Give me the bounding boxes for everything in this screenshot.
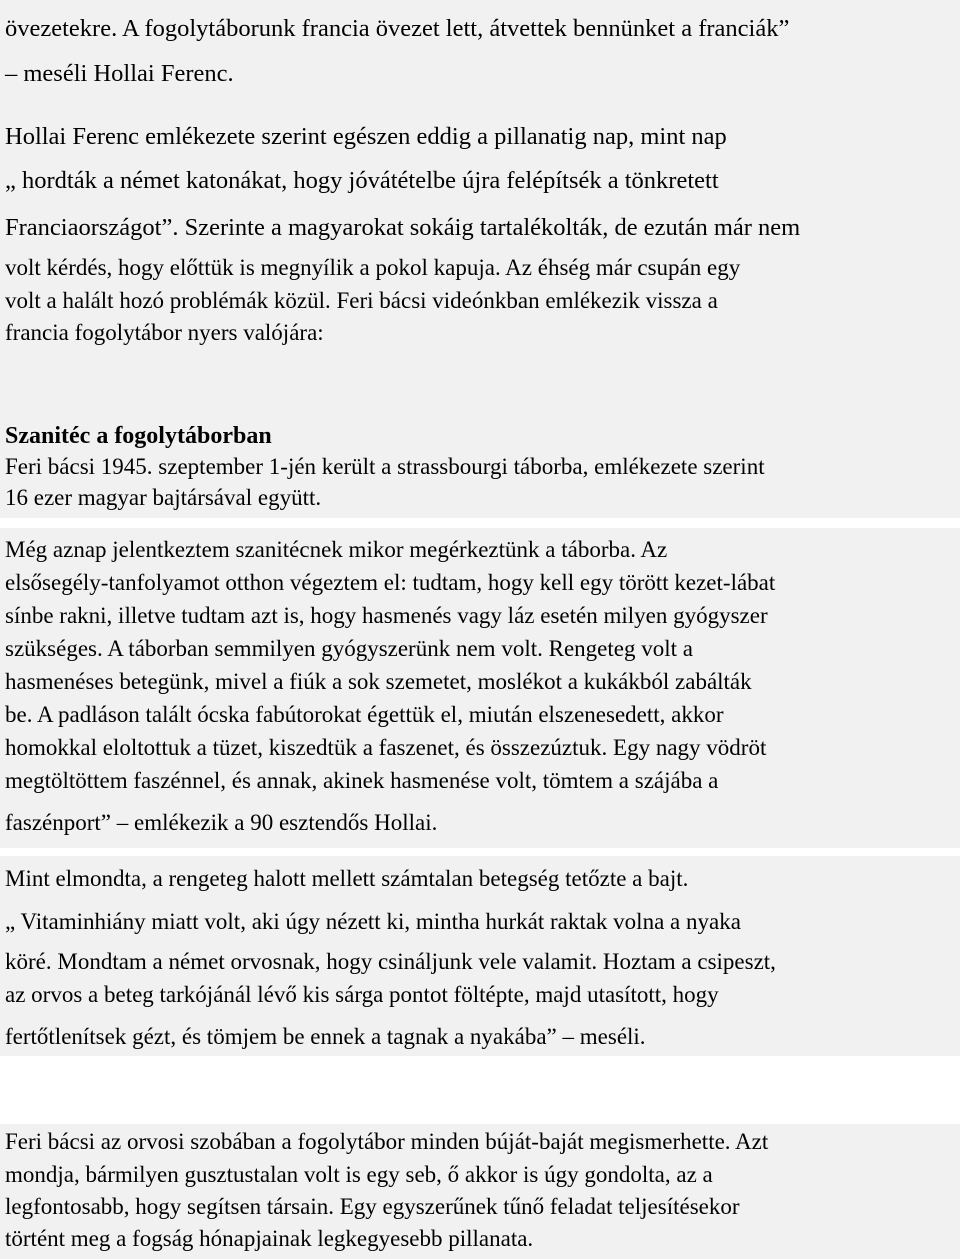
text-line: faszénport” – emlékezik a 90 esztendős Hollai. [5,810,438,835]
text-line: övezetekre. A fogolytáborunk francia övezet lett, átvettek bennünket a franciák” [5,15,790,42]
article-section-4 [0,856,960,1056]
article-section-1 [0,0,960,384]
text-line: megtöltöttem faszénnel, és annak, akinek hasmenése volt, tömtem a szájába a [5,768,719,793]
text-line: sínbe rakni, illetve tudtam azt is, hogy hasmenés vagy láz esetén milyen gyógyszer [5,603,768,628]
text-line: – meséli Hollai Ferenc. [5,60,234,87]
text-line: Hollai Ferenc emlékezete szerint egészen eddig a pillanatig nap, mint nap [5,123,727,150]
text-line: Franciaországot”. Szerinte a magyarokat sokáig tartalékolták, de ezután már nem [5,214,801,241]
text-line: francia fogolytábor nyers valójára: [5,320,324,345]
text-line: Mint elmondta, a rengeteg halott mellett számtalan betegség tetőzte a bajt. [5,866,689,891]
text-line: Feri bácsi 1945. szeptember 1-jén került a strassbourgi táborba, emlékezete szerint [5,454,765,479]
article-section-2 [0,384,960,518]
text-line: homokkal eloltottuk a tüzet, kiszedtük a faszenet, és összezúztuk. Egy nagy vödröt [5,735,767,760]
section-heading: Szanitéc a fogolytáborban [5,423,272,449]
text-line: volt a halált hozó problémák közül. Feri bácsi videónkban emlékezik vissza a [5,288,718,313]
text-line: „ hordták a német katonákat, hogy jóvátételbe újra felépítsék a tönkretett [5,167,719,194]
text-line: mondja, bármilyen gusztustalan volt is egy seb, ő akkor is úgy gondolta, az a [5,1162,713,1187]
text-line: legfontosabb, hogy segítsen társain. Egy egyszerűnek tűnő feladat teljesítésekor [5,1194,740,1219]
text-line: Feri bácsi az orvosi szobában a fogolytábor minden búját-baját megismerhette. Azt [5,1129,769,1154]
text-line: fertőtlenítsek gézt, és tömjem be ennek a tagnak a nyakába” – meséli. [5,1024,646,1049]
text-line: elsősegély-tanfolyamot otthon végeztem el: tudtam, hogy kell egy törött kezet-lábat [5,570,776,595]
text-line: köré. Mondtam a német orvosnak, hogy csináljunk vele valamit. Hoztam a csipeszt, [5,949,776,974]
article-section-5 [0,1124,960,1259]
text-line: hasmenéses betegünk, mivel a fiúk a sok szemetet, moslékot a kukákból zabálták [5,669,752,694]
text-line: Még aznap jelentkeztem szanitécnek mikor megérkeztünk a táborba. Az [5,537,668,562]
article-section-3 [0,528,960,848]
text-line: 16 ezer magyar bajtársával együtt. [5,485,322,510]
text-line: volt kérdés, hogy előttük is megnyílik a pokol kapuja. Az éhség már csupán egy [5,255,741,280]
text-line: történt meg a fogság hónapjainak legkegyesebb pillanata. [5,1226,534,1251]
text-line: be. A padláson talált ócska fabútorokat égettük el, miután elszenesedett, akkor [5,702,724,727]
text-line: az orvos a beteg tarkójánál lévő kis sárga pontot föltépte, majd utasított, hogy [5,982,719,1007]
text-line: „ Vitaminhiány miatt volt, aki úgy nézett ki, mintha hurkát raktak volna a nyaka [5,909,741,934]
text-line: szükséges. A táborban semmilyen gyógyszerünk nem volt. Rengeteg volt a [5,636,693,661]
